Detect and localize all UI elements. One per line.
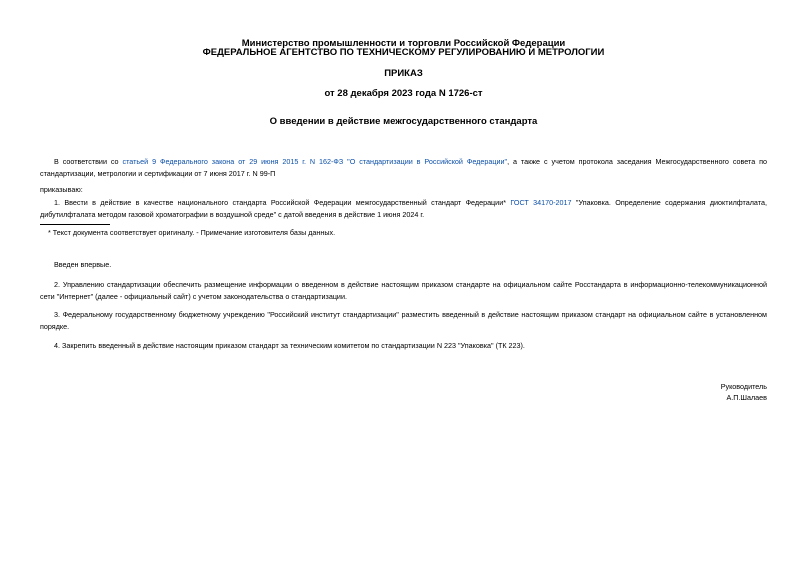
- item-2-paragraph: [40, 279, 767, 302]
- item-4-text: 4. Закрепить введенный в действие настоящим приказом стандарт за техническим комитетом по стандартизации N 223 "Упаковка" (ТК 223).: [54, 341, 525, 350]
- item-3-paragraph: [40, 309, 767, 332]
- signatory-title: Руководитель: [720, 382, 767, 391]
- document-type: ПРИКАЗ: [384, 68, 423, 79]
- item-4-paragraph: [40, 340, 767, 352]
- document-subject: О введении в действие межгосударственного стандарта: [269, 116, 538, 127]
- item-2-text: 2. Управлению стандартизации обеспечить размещение информации о введенном в действие настоящим приказом стандарте на официальном сайте Росстандарта в информационно-телекоммуникационной сети "Интернет" (далее - официальный сайт) с учетом законодательства о стандартизации.: [40, 280, 767, 301]
- first-introduced-paragraph: [40, 259, 767, 271]
- footnote-text: * Текст документа соответствует оригиналу. - Примечание изготовителя базы данных.: [48, 228, 336, 237]
- footnote-divider: [40, 224, 110, 225]
- item-1-text-start: 1. Ввести в действие в качестве национального стандарта Российской Федерации межгосударственный стандарт Федерации*: [54, 198, 511, 207]
- intro-text-end: , а также с учетом протокола заседания Межгосударственного совета по стандартизации, метрологии и сертификации от 7 июня 2017 г. N 99-П: [40, 157, 768, 178]
- signatory-name: А.П.Шалаев: [726, 393, 767, 402]
- agency-name: ФЕДЕРАЛЬНОЕ АГЕНТСТВО ПО ТЕХНИЧЕСКОМУ РЕГУЛИРОВАНИЮ И МЕТРОЛОГИИ: [202, 47, 605, 58]
- footnote: [40, 227, 767, 239]
- intro-text-start: В соответствии со: [54, 157, 123, 166]
- document-date: от 28 декабря 2023 года N 1726-ст: [324, 88, 483, 99]
- gost-standard-link[interactable]: ГОСТ 34170-2017: [510, 198, 572, 207]
- ministry-name: Министерство промышленности и торговли Российской Федерации: [241, 38, 566, 49]
- item-1-paragraph: [40, 197, 767, 220]
- first-introduced-text: Введен впервые.: [54, 260, 112, 269]
- intro-paragraph: [40, 156, 767, 179]
- item-1-text-end: "Упаковка. Определение содержания диоктилфталата, дибутилфталата методом газовой хроматографии в воздушной среде" с датой введения в действие 1 июня 2024 г.: [40, 198, 767, 219]
- federal-law-link[interactable]: статьей 9 Федерального закона от 29 июня 2015 г. N 162-ФЗ "О стандартизации в Российской Федерации": [122, 157, 508, 166]
- item-3-text: 3. Федеральному государственному бюджетному учреждению "Российский институт стандартизации" разместить введенный в действие настоящим приказом стандарт на официальном сайте в установленном порядке.: [40, 310, 767, 331]
- ordered-line: приказываю:: [40, 185, 83, 194]
